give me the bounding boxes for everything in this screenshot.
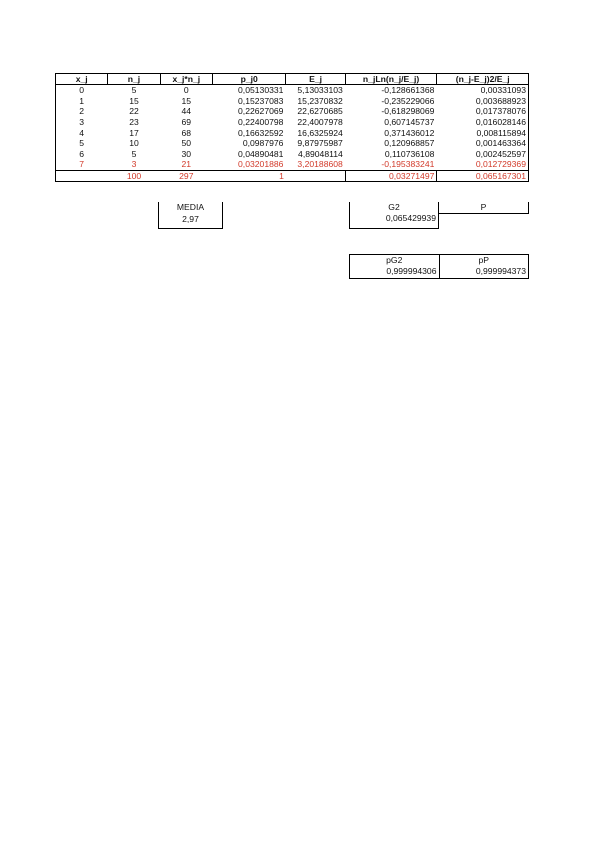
header-x-j[interactable]: x_j: [56, 74, 108, 85]
cell-p-j0[interactable]: 0,22627069: [238, 106, 284, 117]
cell-x-j[interactable]: 5: [56, 138, 108, 149]
cell-xj-nj[interactable]: 0: [183, 85, 189, 96]
g2-box: [349, 202, 439, 229]
total-p-j0[interactable]: 1: [212, 170, 285, 182]
total-n-j[interactable]: 100: [108, 170, 160, 182]
cell-x-j[interactable]: 6: [56, 149, 108, 160]
g2-label[interactable]: G2: [388, 202, 400, 212]
cell-xj-nj[interactable]: 15: [181, 95, 192, 106]
cell-n-j[interactable]: 3: [108, 159, 160, 170]
cell-e-j[interactable]: 9,87975987: [297, 138, 343, 149]
cell-chi[interactable]: 0,003688923: [437, 96, 529, 107]
table-body: [56, 85, 529, 171]
cell-nlog[interactable]: -0,618298069: [381, 106, 435, 117]
header-nlog[interactable]: n_jLn(n_j/E_j): [345, 74, 437, 85]
cell-nlog[interactable]: 0,371436012: [384, 127, 435, 138]
total-chi[interactable]: 0,065167301: [437, 170, 529, 182]
header-row: [56, 74, 529, 85]
table-row: [56, 106, 529, 117]
cell-p-j0[interactable]: 0,16632592: [238, 127, 284, 138]
cell-xj-nj[interactable]: 44: [181, 106, 192, 117]
media-value[interactable]: 2,97: [182, 213, 199, 224]
cell-e-j[interactable]: 22,6270685: [297, 106, 343, 117]
cell-xj-nj[interactable]: 69: [181, 117, 192, 128]
cell-p-j0[interactable]: 0,05130331: [238, 85, 284, 96]
cell-xj-nj[interactable]: 68: [181, 127, 192, 138]
cell-chi[interactable]: 0,017378076: [437, 106, 529, 117]
pvalues-box: [349, 254, 529, 279]
cell-chi[interactable]: 0,012729369: [437, 159, 529, 170]
frequency-table: [55, 73, 529, 182]
table-row: [56, 159, 529, 170]
cell-n-j[interactable]: 5: [131, 148, 137, 159]
cell-p-j0[interactable]: 0,03201886: [212, 159, 285, 170]
totals-x-j[interactable]: [56, 170, 108, 182]
cell-nlog[interactable]: -0,128661368: [381, 85, 435, 96]
cell-chi[interactable]: 0,001463364: [437, 138, 529, 149]
cell-xj-nj[interactable]: 50: [181, 138, 192, 149]
cell-nlog[interactable]: 0,110736108: [384, 148, 435, 159]
cell-e-j[interactable]: 5,13033103: [297, 85, 343, 96]
cell-e-j[interactable]: 3,20188608: [286, 159, 345, 170]
cell-p-j0[interactable]: 0,22400798: [238, 117, 284, 128]
cell-nlog[interactable]: -0,195383241: [345, 159, 437, 170]
cell-x-j[interactable]: 3: [56, 117, 108, 128]
pg2-value[interactable]: 0,999994306: [386, 265, 437, 276]
pp-label[interactable]: pP: [478, 255, 489, 265]
cell-nlog[interactable]: 0,607145737: [384, 117, 435, 128]
cell-p-j0[interactable]: 0,15237083: [238, 95, 284, 106]
cell-n-j[interactable]: 5: [131, 85, 137, 96]
cell-e-j[interactable]: 15,2370832: [297, 95, 343, 106]
p-box: [438, 202, 529, 214]
totals-e-j[interactable]: [286, 170, 345, 182]
table-row: [56, 117, 529, 128]
cell-x-j[interactable]: 4: [56, 127, 108, 138]
cell-e-j[interactable]: 4,89048114: [298, 148, 343, 159]
cell-x-j[interactable]: 2: [56, 106, 108, 117]
header-e-j[interactable]: E_j: [286, 74, 345, 85]
cell-chi[interactable]: 0,00331093: [437, 85, 529, 96]
cell-n-j[interactable]: 10: [129, 138, 139, 149]
pp-value[interactable]: 0,999994373: [475, 265, 526, 276]
cell-p-j0[interactable]: 0,0987976: [242, 138, 284, 149]
cell-xj-nj[interactable]: 21: [160, 159, 212, 170]
table-row: [56, 96, 529, 107]
cell-n-j[interactable]: 15: [129, 95, 139, 106]
pp-column: [439, 255, 529, 278]
media-box: [158, 202, 223, 229]
cell-xj-nj[interactable]: 30: [181, 148, 192, 159]
header-xj-nj[interactable]: x_j*n_j: [160, 74, 212, 85]
cell-x-j[interactable]: 0: [56, 85, 108, 96]
header-p-j0[interactable]: p_j0: [212, 74, 285, 85]
cell-chi[interactable]: 0,016028146: [437, 117, 529, 128]
header-n-j[interactable]: n_j: [108, 74, 160, 85]
header-chi[interactable]: (n_j-E_j)2/E_j: [437, 74, 529, 85]
cell-p-j0[interactable]: 0,04890481: [238, 148, 284, 159]
cell-x-j[interactable]: 7: [56, 159, 108, 170]
cell-x-j[interactable]: 1: [56, 96, 108, 107]
p-label[interactable]: P: [480, 202, 487, 212]
cell-n-j[interactable]: 23: [129, 117, 139, 128]
pg2-column: [350, 255, 439, 278]
cell-nlog[interactable]: 0,120968857: [384, 138, 435, 149]
cell-n-j[interactable]: 22: [129, 106, 139, 117]
cell-e-j[interactable]: 16,6325924: [297, 127, 343, 138]
cell-nlog[interactable]: -0,235229066: [381, 95, 435, 106]
cell-chi[interactable]: 0,002452597: [437, 149, 529, 160]
g2-value[interactable]: 0,065429939: [385, 212, 436, 223]
table-row: [56, 138, 529, 149]
table-row: [56, 127, 529, 138]
cell-chi[interactable]: 0,008115894: [437, 127, 529, 138]
total-xj-nj[interactable]: 297: [160, 170, 212, 182]
cell-n-j[interactable]: 17: [129, 127, 139, 138]
pg2-label[interactable]: pG2: [386, 255, 403, 265]
cell-e-j[interactable]: 22,4007978: [297, 117, 343, 128]
media-label[interactable]: MEDIA: [176, 202, 205, 212]
table-row: [56, 85, 529, 96]
totals-row: [56, 170, 529, 182]
table-row: [56, 149, 529, 160]
total-nlog[interactable]: 0,03271497: [345, 170, 437, 182]
